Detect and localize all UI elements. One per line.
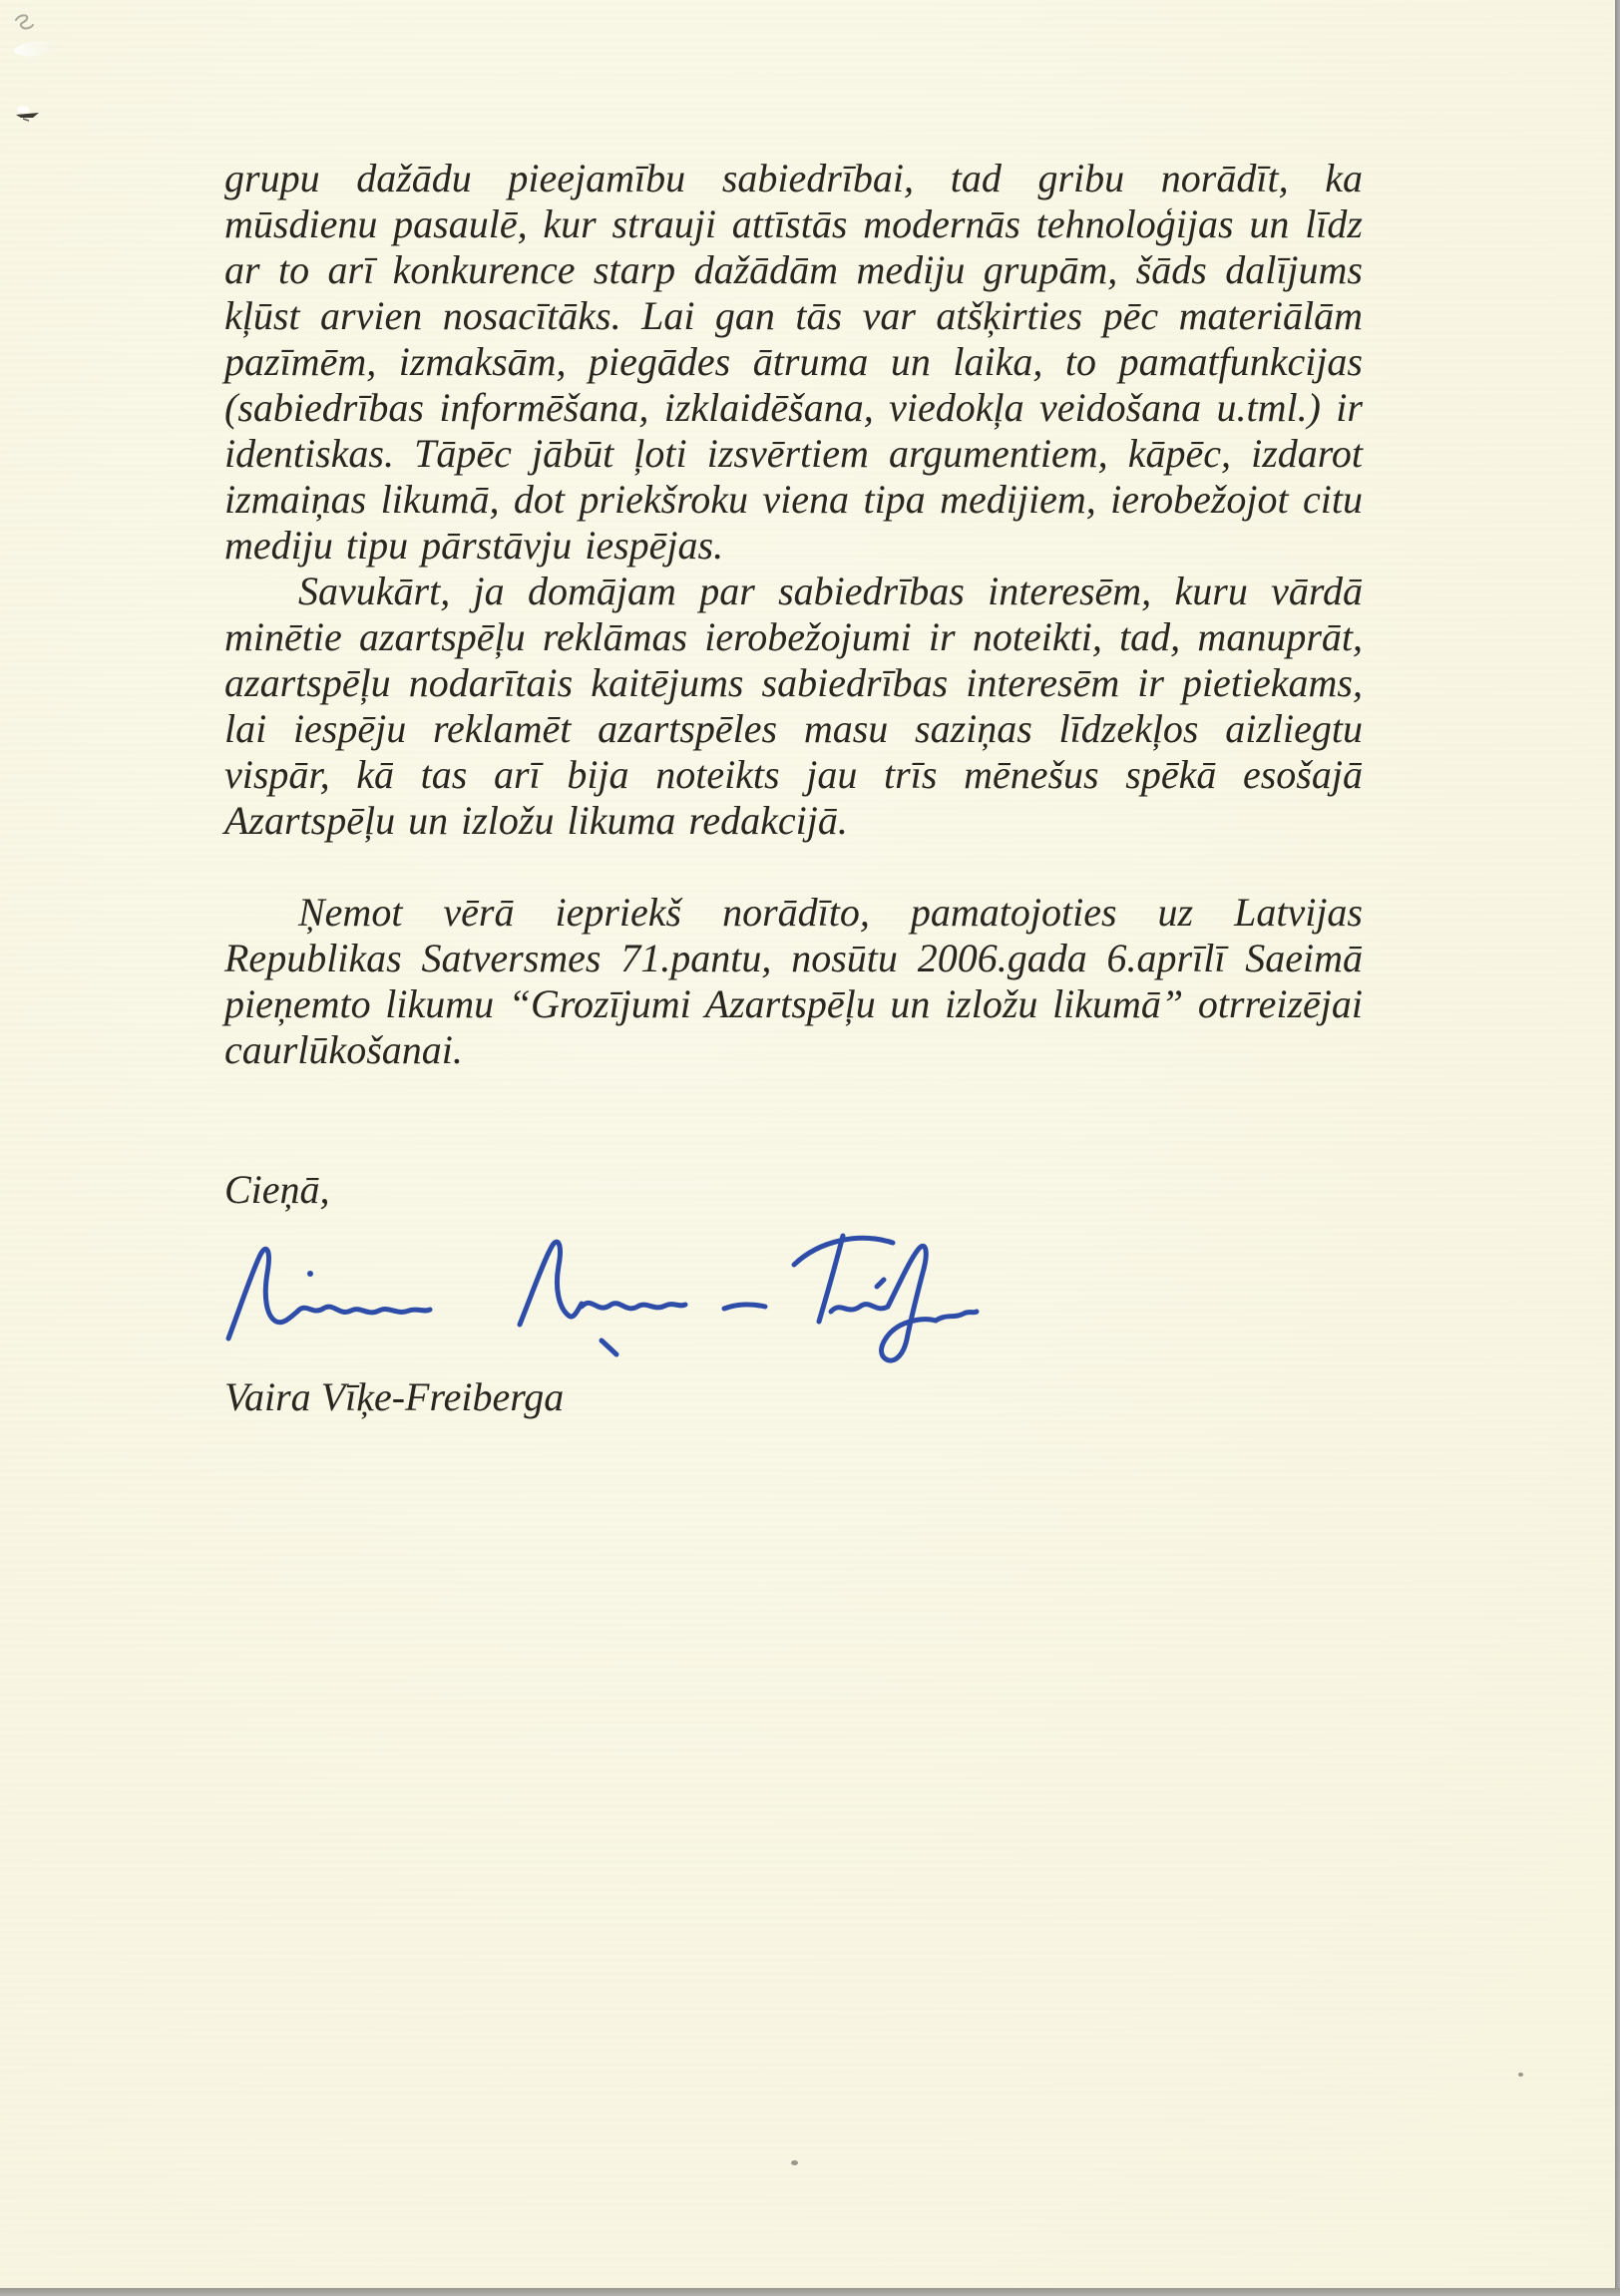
scanner-edge-bottom	[0, 2288, 1620, 2296]
letter-paragraph-3: Ņemot vērā iepriekš norādīto, pamatojoties uz Latvijas Republikas Satversmes 71.pantu, nosūtu 2006.gada 6.aprīlī Saeimā pieņemto likumu “Grozījumi Azartspēļu un izložu likumā” otrreizējai caurlūkošanai.	[224, 890, 1363, 1072]
scan-dust-speck	[791, 2160, 798, 2165]
letter-closing: Cieņā,	[224, 1167, 330, 1212]
scan-artifact-curl	[10, 12, 38, 38]
scan-dust-speck	[1518, 2073, 1523, 2077]
letter-paragraph-2: Savukārt, ja domājam par sabiedrības interesēm, kuru vārdā minētie azartspēļu reklāmas ierobežojumi ir noteikti, tad, manuprāt, azartspēļu nodarītais kaitējums sabiedrības interesēm ir pietiekams, lai iespēju reklamēt azartspēles masu saziņas līdzekļos aizliegtu vispār, kā tas arī bija noteikts jau trīs mēnešus spēkā esošajā Azartspēļu un izložu likuma redakcijā.	[224, 569, 1363, 843]
letter-paragraph-1: grupu dažādu pieejamību sabiedrībai, tad gribu norādīt, ka mūsdienu pasaulē, kur strauji attīstās modernās tehnoloģijas un līdz ar to arī konkurence starp dažādām mediju grupām, šāds dalījums kļūst arvien nosacītāks. Lai gan tās var atšķirties pēc materiālām pazīmēm, izmaksām, piegādes ātruma un laika, to pamatfunkcijas (sabiedrības informēšana, izklaidēšana, viedokļa veidošana u.tml.) ir identiskas. Tāpēc jābūt ļoti izsvērtiem argumentiem, kāpēc, izdarot izmaiņas likumā, dot priekšroku viena tipa medijiem, ierobežojot citu mediju tipu pārstāvju iespējas.	[224, 156, 1363, 568]
letter-body	[224, 156, 1363, 1420]
scan-artifact-smudge	[13, 40, 58, 59]
scanner-edge-right	[1615, 0, 1620, 2296]
signer-name: Vaira Vīķe-Freiberga	[224, 1374, 565, 1419]
scan-artifact-dash	[13, 106, 43, 124]
signature-handwriting	[220, 1223, 985, 1372]
